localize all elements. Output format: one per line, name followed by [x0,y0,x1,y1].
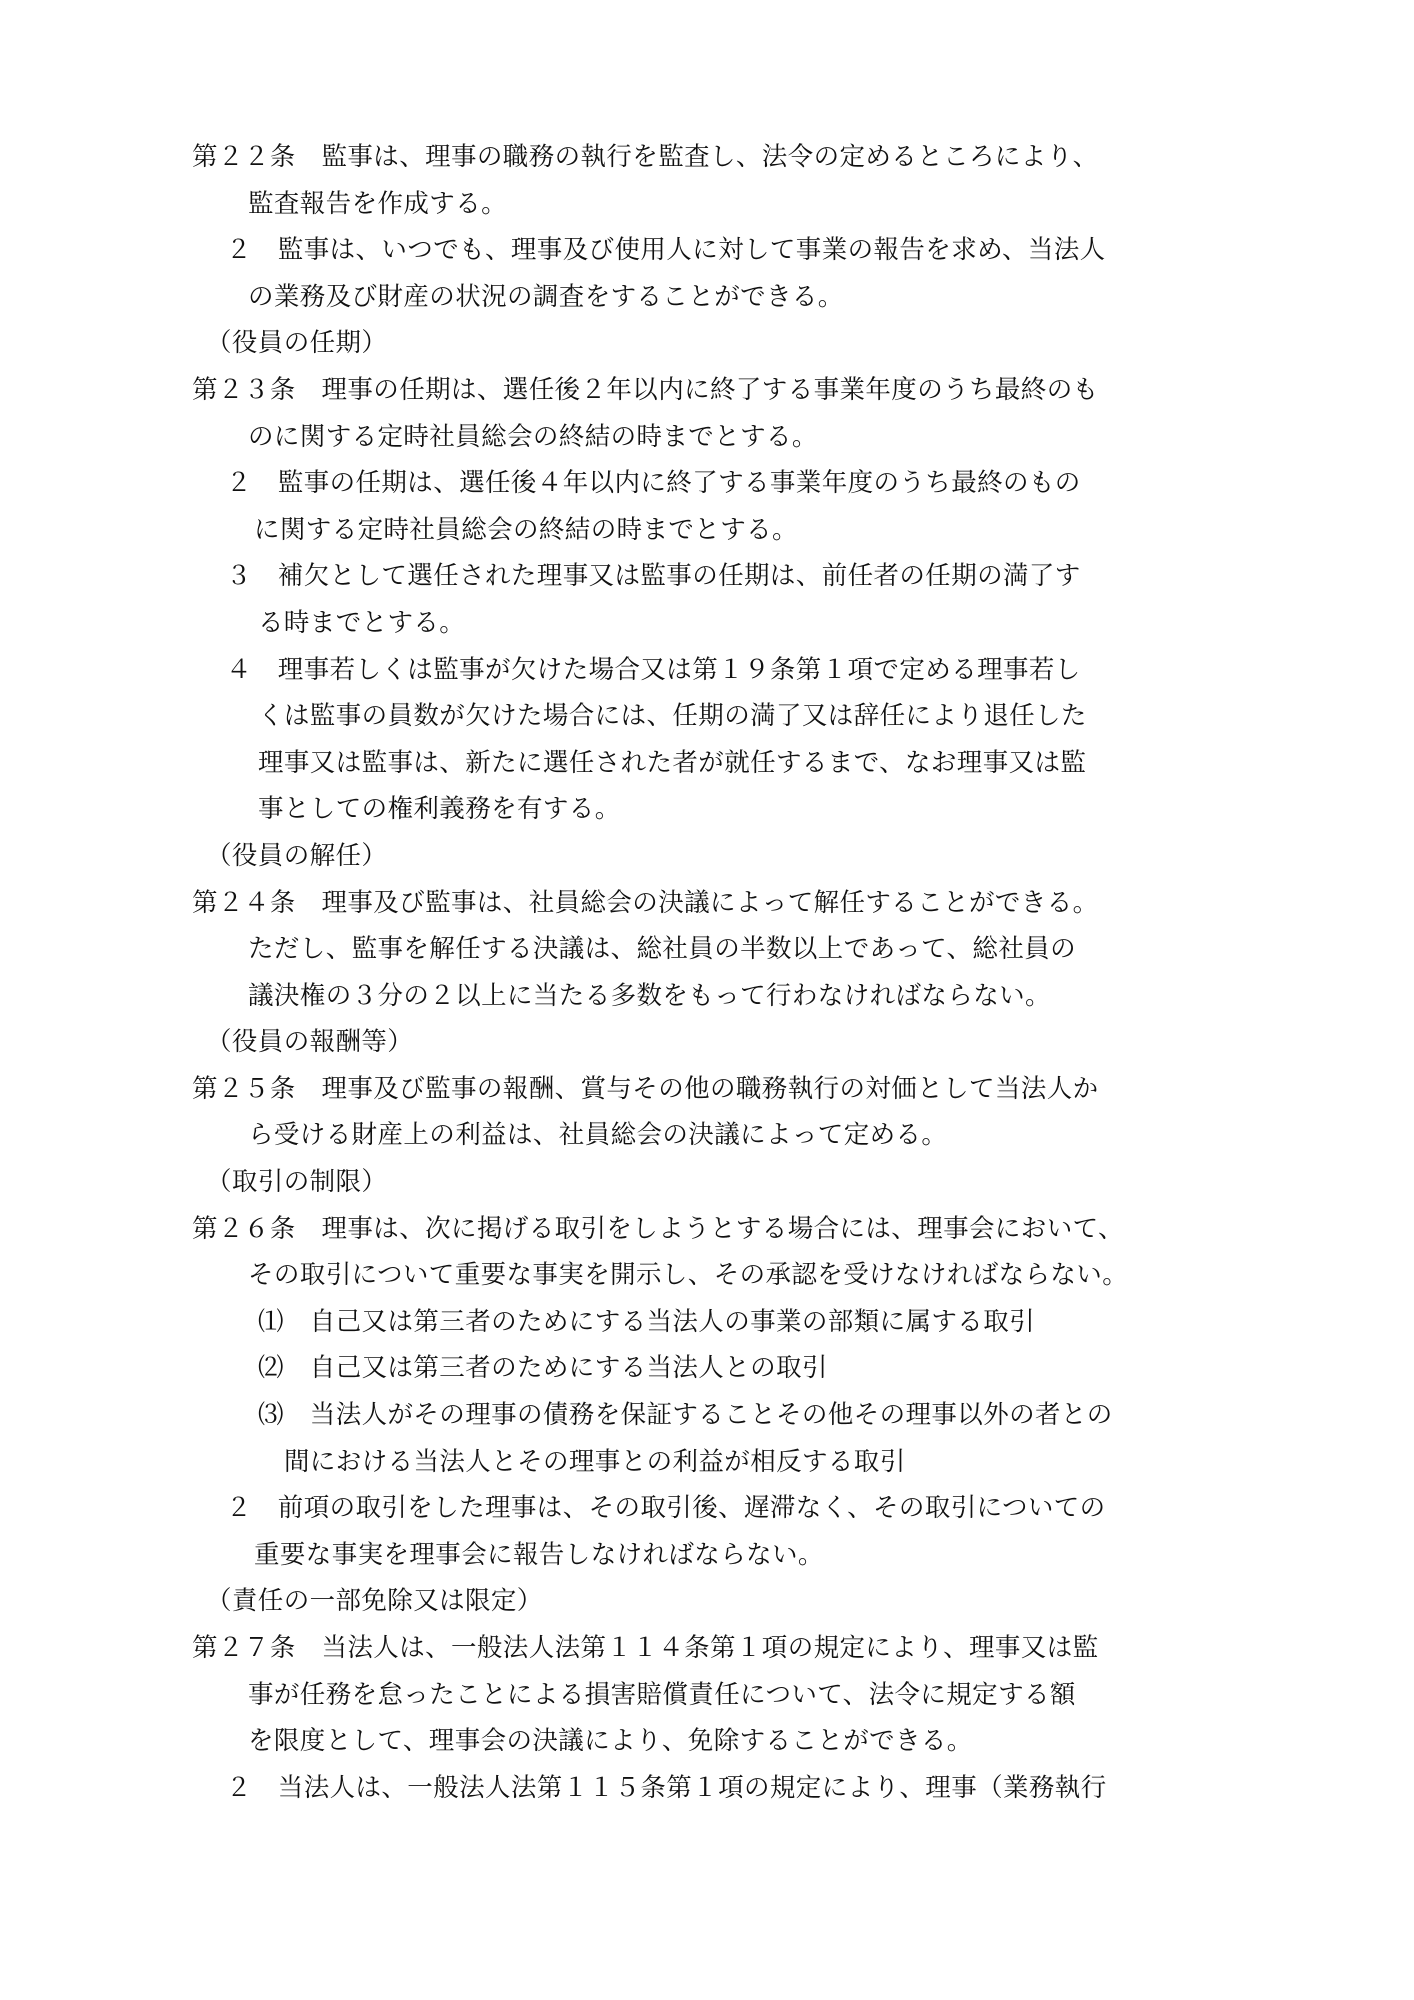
article-26-item-3-text: 間における当法人とその理事との利益が相反する取引 [284,1446,906,1477]
article-23-para-3-text: る時までとする。 [258,607,466,638]
article-24-text-1: ただし、監事を解任する決議は、総社員の半数以上であって、総社員の [248,934,1077,965]
article-23-heading: 第２３条 理事の任期は、選任後２年以内に終了する事業年度のうち最終のも [192,374,1099,405]
article-22-heading: 第２２条 監事は、理事の職務の執行を監査し、法令の定めるところにより、 [192,142,1099,172]
article-22-para-2: ２ 監事は、いつでも、理事及び使用人に対して事業の報告を求め、当法人 [226,235,1106,266]
article-26-item-3: ⑶ 当法人がその理事の債務を保証することその他その理事以外の者との [258,1400,1113,1431]
article-25-text: ら受ける財産上の利益は、社員総会の決議によって定める。 [248,1120,948,1151]
article-26-para-2-text: 重要な事実を理事会に報告しなければならない。 [254,1539,824,1570]
article-23-para-3: ３ 補欠として選任された理事又は監事の任期は、前任者の任期の満了す [226,561,1081,592]
article-23-para-4-text-1: くは監事の員数が欠けた場合には、任期の満了又は辞任により退任した [258,701,1087,732]
article-23-para-2-text: に関する定時社員総会の終結の時までとする。 [254,514,798,545]
section-heading-dismissal: （役員の解任） [206,840,388,871]
article-26-para-2: ２ 前項の取引をした理事は、その取引後、遅滞なく、その取引についての [226,1493,1106,1524]
article-27-text-1: 事が任務を怠ったことによる損害賠償責任について、法令に規定する額 [248,1679,1076,1710]
article-23-para-4-text-3: 事としての権利義務を有する。 [258,794,621,825]
article-23-para-4-text-2: 理事又は監事は、新たに選任された者が就任するまで、なお理事又は監 [258,747,1087,778]
document-body [192,134,1232,1811]
section-heading-liability: （責任の一部免除又は限定） [206,1586,543,1617]
article-24-heading: 第２４条 理事及び監事は、社員総会の決議によって解任することができる。 [192,887,1099,918]
section-heading-remuneration: （役員の報酬等） [206,1027,414,1058]
article-26-text: その取引について重要な事実を開示し、その承認を受けなければならない。 [248,1260,1129,1291]
article-23-para-2: ２ 監事の任期は、選任後４年以内に終了する事業年度のうち最終のもの [226,468,1081,499]
article-27-heading: 第２７条 当法人は、一般法人法第１１４条第１項の規定により、理事又は監 [192,1633,1099,1663]
article-22-text: 監査報告を作成する。 [248,188,508,219]
article-26-item-2: ⑵ 自己又は第三者のためにする当法人との取引 [258,1353,828,1384]
article-27-para-2: ２ 当法人は、一般法人法第１１５条第１項の規定により、理事（業務執行 [226,1772,1107,1803]
article-24-text-2: 議決権の３分の２以上に当たる多数をもって行わなければならない。 [248,980,1051,1011]
article-25-heading: 第２５条 理事及び監事の報酬、賞与その他の職務執行の対価として当法人か [192,1073,1099,1104]
article-23-para-4: ４ 理事若しくは監事が欠けた場合又は第１９条第１項で定める理事若し [226,654,1081,685]
article-26-item-1: ⑴ 自己又は第三者のためにする当法人の事業の部類に属する取引 [258,1306,1036,1337]
section-heading-transactions: （取引の制限） [206,1167,388,1198]
article-27-text-2: を限度として、理事会の決議により、免除することができる。 [248,1726,973,1757]
article-26-heading: 第２６条 理事は、次に掲げる取引をしようとする場合には、理事会において、 [192,1213,1124,1244]
section-heading-term: （役員の任期） [206,328,388,359]
article-22-para-2-text: の業務及び財産の状況の調査をすることができる。 [248,281,844,312]
article-23-text: のに関する定時社員総会の終結の時までとする。 [248,421,818,452]
